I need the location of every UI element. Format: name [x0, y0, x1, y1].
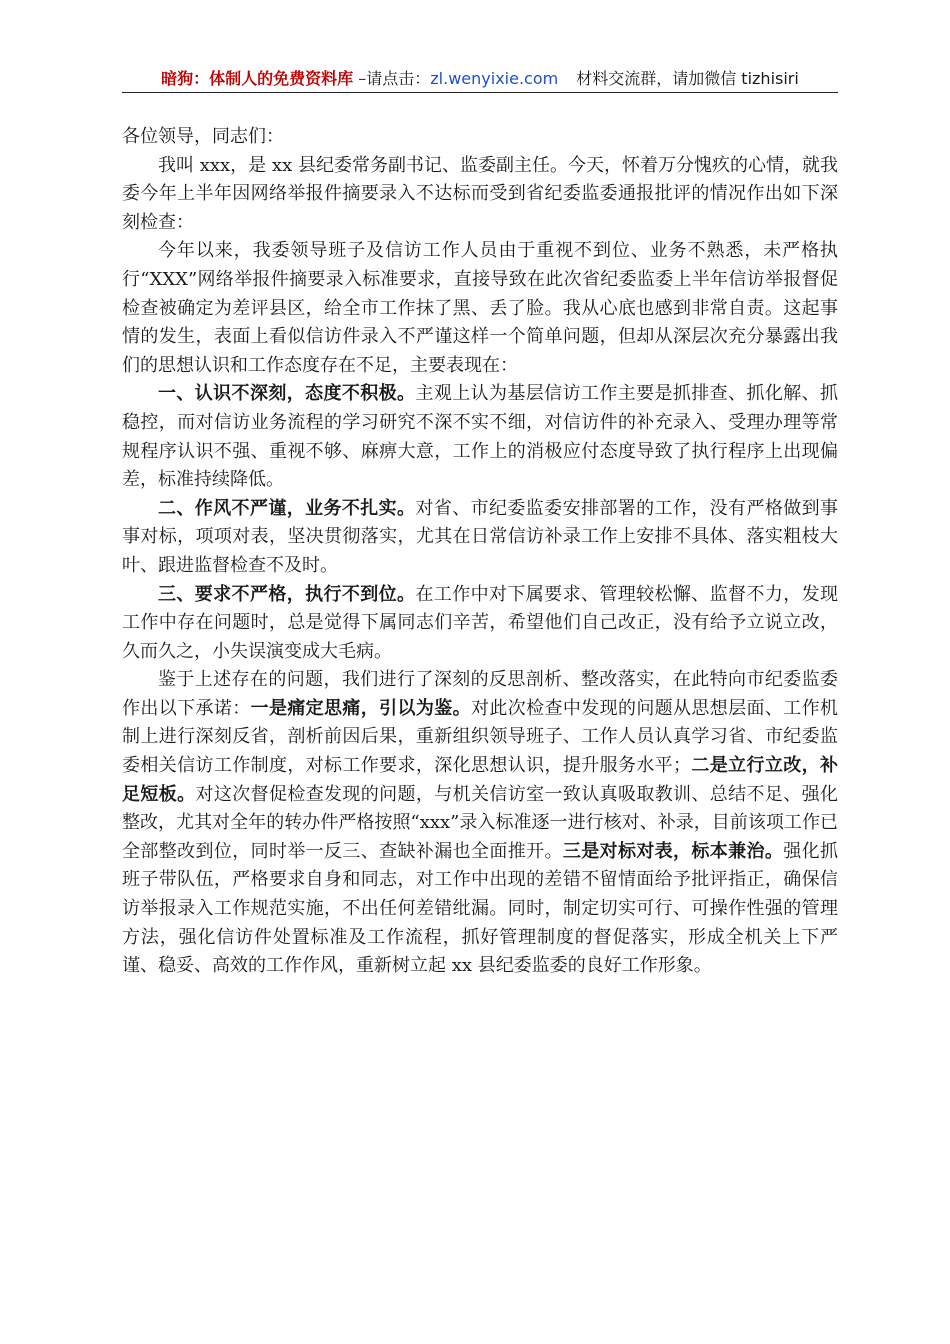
commitment-intro: 鉴于上述存在的问题，我们进行了深刻的反思剖析、整改落实，在此特向市纪委监委作出以下承诺： [122, 669, 838, 719]
issue-two-paragraph [122, 495, 838, 581]
issue-two-text: 对省、市纪委监委安排部署的工作，没有严格做到事事对标，项项对表，坚决贯彻落实，尤其在日常信访补录工作上安排不具体、落实粗枝大叶、跟进监督检查不及时。 [122, 497, 839, 576]
issue-three-heading: 三、要求不严格，执行不到位。 [158, 583, 416, 605]
issue-two-heading: 二、作风不严谨，业务不扎实。 [158, 497, 416, 519]
commitment-two-text: 对这次督促检查发现的问题，与机关信访室一致认真吸取教训、总结不足、强化整改，尤其对全年的转办件严格按照“xxx”录入标准逐一进行核对、补录，目前该项工作已全部整改到位，同时举一反三、查缺补漏也全面推开。 [122, 783, 839, 862]
header-url-link[interactable]: zl.wenyixie.com [430, 69, 559, 88]
issue-one-paragraph [122, 380, 838, 494]
header-brand: 暗狗：体制人的免费资料库 [161, 69, 354, 88]
header-dash: – [353, 69, 367, 88]
commitment-one-heading: 一是痛定思痛，引以为鉴。 [250, 697, 471, 719]
commitment-one-text: 对此次检查中发现的问题从思想层面、工作机制上进行深刻反省，剖析前因后果，重新组织领导班子、工作人员认真学习省、市纪委监委相关信访工作制度，对标工作要求，深化思想认识，提升服务水平； [122, 697, 838, 777]
commitment-two-heading: 二是立行立改，补足短板。 [122, 755, 839, 805]
commitment-three-text: 强化抓班子带队伍，严格要求自身和同志，对工作中出现的差错不留情面给予批评指正，确保信访举报录入工作规范实施，不出任何差错纰漏。同时，制定切实可行、可操作性强的管理方法，强化信访件处置标准及工作流程，抓好管理制度的督促落实，形成全机关上下严谨、稳妥、高效的工作作风，重新树立起 xx 县纪委监委的良好工作形象。 [122, 840, 839, 977]
header-wechat: 材料交流群，请加微信 tizhisiri [576, 69, 799, 88]
issue-three-paragraph [122, 581, 838, 667]
issue-three-text: 在工作中对下属要求、管理较松懈、监督不力，发现工作中存在问题时，总是觉得下属同志们辛苦，希望他们自己改正，没有给予立说立改，久而久之，小失误演变成大毛病。 [122, 583, 839, 662]
header-click-label: 请点击： [366, 69, 431, 88]
salutation: 各位领导，同志们： [122, 126, 284, 147]
document-body [122, 123, 838, 981]
issue-one-text: 主观上认为基层信访工作主要是抓排查、抓化解、抓稳控，而对信访业务流程的学习研究不深不实不细，对信访件的补充录入、受理办理等常规程序认识不强、重视不够、麻痹大意，工作上的消极应付态度导致了执行程序上出现偏差，标准持续降低。 [122, 383, 839, 491]
page-header [122, 66, 838, 93]
issue-one-heading: 一、认识不深刻，态度不积极。 [158, 383, 416, 405]
commitment-paragraph [122, 666, 838, 981]
background-paragraph: 今年以来，我委领导班子及信访工作人员由于重视不到位、业务不熟悉，未严格执行“XXX”网络举报件摘要录入标准要求，直接导致在此次省纪委监委上半年信访举报督促检查被确定为差评县区，给全市工作抹了黑、丢了脸。我从心底也感到非常自责。这起事情的发生，表面上看似信访件录入不严谨这样一个简单问题，但却从深层次充分暴露出我们的思想认识和工作态度存在不足，主要表现在： [122, 240, 838, 376]
intro-paragraph: 我叫 xxx，是 xx 县纪委常务副书记、监委副主任。今天，怀着万分愧疚的心情，就我委今年上半年因网络举报件摘要录入不达标而受到省纪委监委通报批评的情况作出如下深刻检查： [122, 154, 838, 233]
commitment-three-heading: 三是对标对表，标本兼治。 [562, 840, 784, 862]
